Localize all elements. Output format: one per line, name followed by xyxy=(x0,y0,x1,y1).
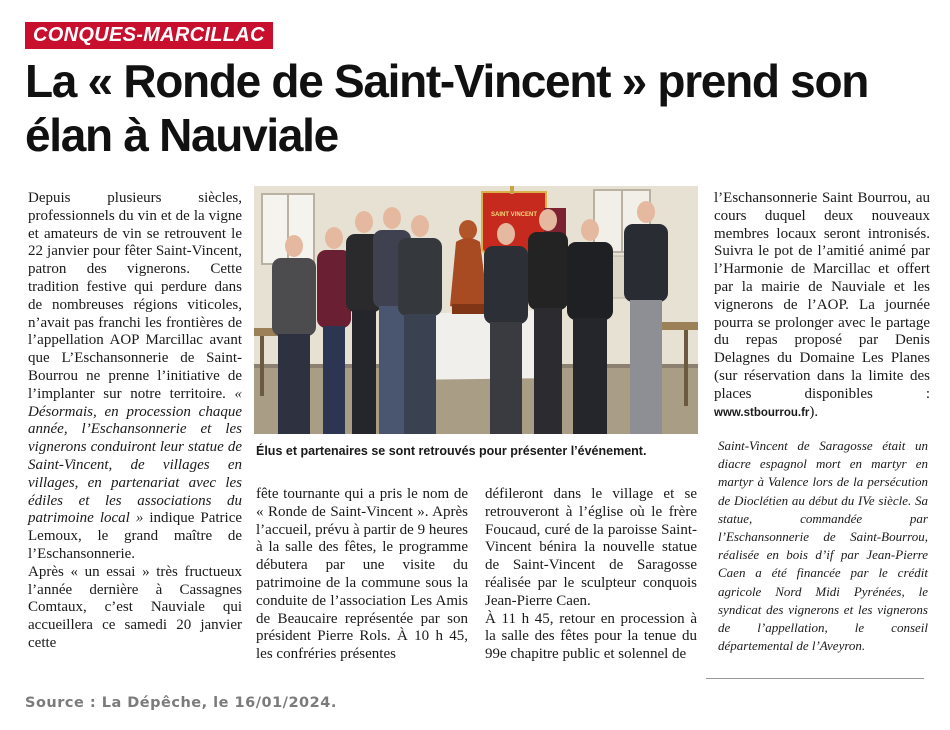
article-column-4 xyxy=(714,190,930,422)
person-head xyxy=(637,201,655,223)
group-photo xyxy=(254,186,698,434)
article-paragraph: À 11 h 45, retour en procession à la salle des fêtes pour la tenue du 99e chapitre public et solennel de xyxy=(485,610,697,663)
person-legs xyxy=(630,300,662,434)
person-legs xyxy=(379,306,405,434)
article-paragraph xyxy=(714,190,930,422)
person-legs xyxy=(278,334,310,434)
banner-text: SAINT VINCENT xyxy=(490,212,538,218)
person-body xyxy=(624,224,668,302)
quote-attribution: indique Patrice Lemoux, le grand maître de l’Eschansonnerie. xyxy=(28,510,243,562)
article-column-3 xyxy=(485,486,697,664)
person-head xyxy=(383,207,401,229)
article-headline: La « Ronde de Saint-Vincent » prend son élan à Nauviale xyxy=(25,55,869,161)
article-paragraph: fête tournante qui a pris le nom de « Ronde de Saint-Vincent ». Après l’accueil, prévu à partir de 9 heures à la salle des fêtes, le programme débutera par une visite du patrimoine de la commune sous la conduite de l’association Les Amis de Beaucaire représentée par son président Pierre Rols. À 10 h 45, les confréries présentes xyxy=(256,486,468,663)
sidebar-note: Saint-Vincent de Saragosse était un diacre espagnol mort en martyr en martyr à Valence lors de la persécution de Dioclétien au début du IVe siècle. Sa statue, commandée par l’Eschansonnerie de Saint-Bourrou, réalisée en bois d’if par Jean-Pierre Caen a été financée par le crédit agricole Nord Midi Pyrénées, le syndicat des vignerons et les vignerons de l’appellation, le conseil départemental de l’Aveyron. xyxy=(718,438,928,654)
person-legs xyxy=(404,314,436,434)
person-legs xyxy=(573,318,607,434)
person-body xyxy=(398,238,442,316)
section-kicker: CONQUES-MARCILLAC xyxy=(25,22,273,49)
person-body xyxy=(484,246,528,324)
person-head xyxy=(581,219,599,241)
article-paragraph: défileront dans le village et se retrouveront à l’église où le frère Foucaud, curé de la paroisse Saint-Vincent bénira la nouvelle statue de Saint-Vincent de Saragosse réalisée par le sculpteur conquois Jean-Pierre Caen. xyxy=(485,486,697,609)
person-legs xyxy=(352,310,376,434)
article-paragraph xyxy=(28,190,242,564)
pull-quote: « Désormais, en procession chaque année, l’Eschansonnerie et les vignerons conduiront leur statue de Saint-Vincent, de villages en villages, en partenariat avec les édiles et les associations du patrimoine local » xyxy=(28,385,242,527)
intro-text: Depuis plusieurs siècles, professionnels du vin et de la vigne et amateurs de vin se retrouvent le 22 janvier pour fêter Saint-Vincent, patron des vignerons. Cette tradition festive qui perdure dans de nombreuses régions viticoles, n’avait pas franchi les frontières de l’appellation AOP Marcillac avant que L’Eschansonnerie de Saint-Bourrou ne prenne l’initiative de l’implanter sur notre territoire. xyxy=(28,190,242,402)
person-head xyxy=(285,235,303,257)
article-column-2 xyxy=(256,486,468,664)
closing-punctuation: ). xyxy=(809,403,819,420)
person-head xyxy=(325,227,343,249)
person-head xyxy=(355,211,373,233)
article-paragraph: Après « un essai » très fructueux l’année dernière à Cassagnes Comtaux, c’est Nauviale qui accueillera ce samedi 20 janvier cette xyxy=(28,563,242,651)
source-credit: Source : La Dépêche, le 16/01/2024. xyxy=(25,695,337,711)
sidebar-divider xyxy=(706,678,924,679)
person-head xyxy=(497,223,515,245)
person-body xyxy=(528,232,568,310)
person-head xyxy=(539,209,557,231)
column-text: l’Eschansonnerie Saint Bourrou, au cours duquel deux nouveaux membres locaux seront intronisés. Suivra le pot de l’amitié animé par l’Harmonie de Marcillac et offert par la mairie de Nauviale et les vignerons de l’AOP. La journée pourra se prolonger avec le partage du repas proposé par Denis Delagnes du Domaine Les Planes (sur réservation dans la limite des places disponibles : xyxy=(714,190,930,402)
photo-caption: Élus et partenaires se sont retrouvés pour présenter l’événement. xyxy=(256,444,647,458)
person-body xyxy=(317,250,351,328)
person-head xyxy=(411,215,429,237)
person-legs xyxy=(534,308,562,434)
person-legs xyxy=(323,326,345,434)
article-column-1 xyxy=(28,190,242,653)
person-legs xyxy=(490,322,522,434)
person-body xyxy=(567,242,613,320)
person-body xyxy=(272,258,316,336)
website-link[interactable]: www.stbourrou.fr xyxy=(714,406,810,419)
